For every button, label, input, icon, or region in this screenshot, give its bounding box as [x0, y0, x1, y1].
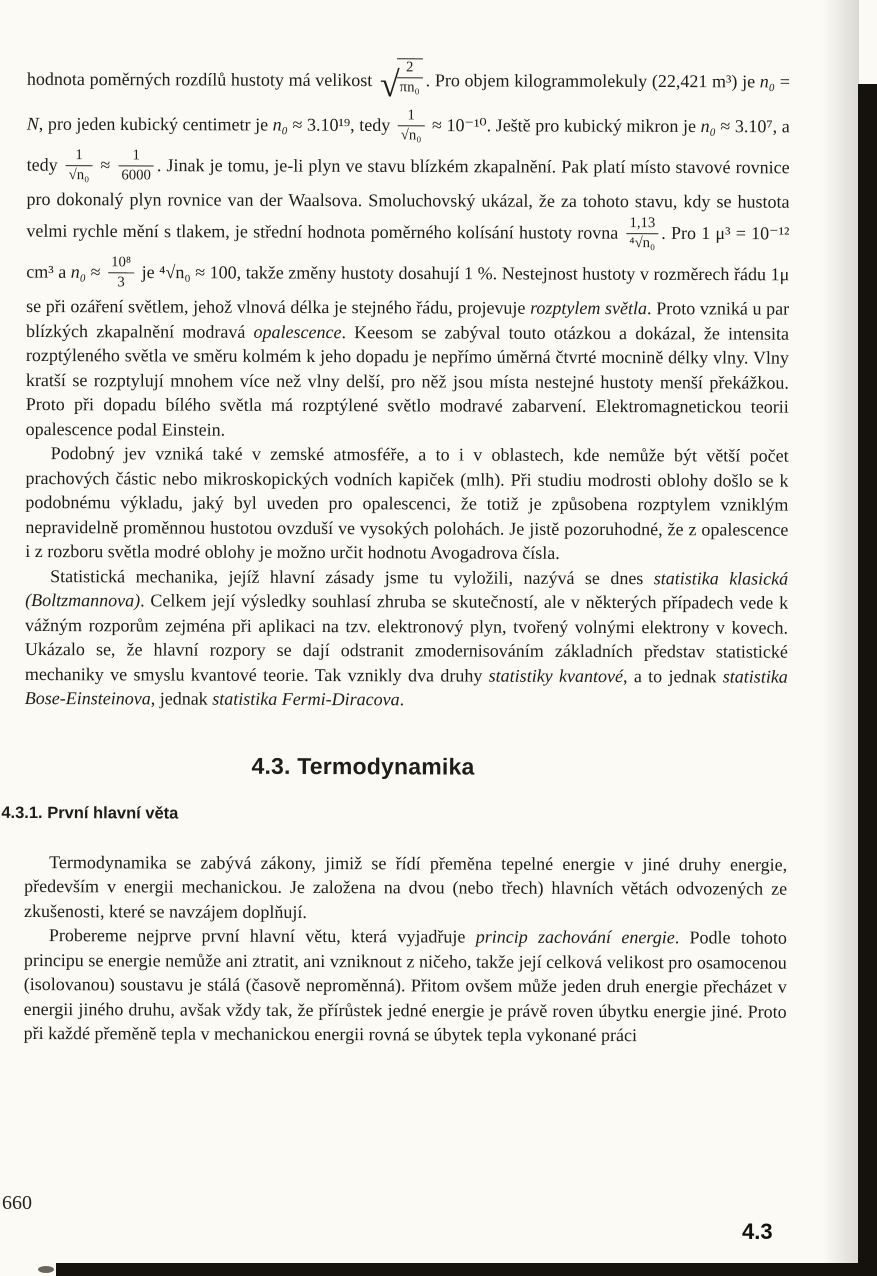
italic-text: statistika klasická (Boltzmannova): [25, 567, 789, 611]
body-text: je ⁴√n₀ ≈ 100, takže změny hustoty dosahují 1 %. Nestejnost hustoty v rozměrech řádu 1μ se při ozáření světlem, jehož vlnová délka je stejného řádu, projevuje: [26, 262, 790, 318]
subsection-heading: 4.3.1. První hlavní věta: [1, 803, 179, 823]
body-text: . Keesom se zabýval touto otázkou a dokázal, že intensita rozptýleného světla ve směru kolmém k jeho dopadu je nepřímo úměrná čtvrté mocnině délky vlny. Vlny kratší se rozptylují mnohem více než vlny delší, pro něž jsou místa nestejné hustoty menší překážkou. Proto při dopadu bílého světla má rozptýlené světlo modravé zabarvení. Elektromagnetickou teorii opalescence podal Einstein.: [25, 321, 790, 440]
page-text-block: [1, 56, 790, 1048]
italic-text: n₀: [70, 261, 87, 282]
paragraph: [25, 441, 788, 566]
italic-text: N: [26, 114, 39, 135]
inline-formula: [108, 254, 134, 292]
italic-text: n₀: [272, 114, 288, 135]
fraction-numerator: 1: [118, 148, 154, 167]
body-text: . Proto vzniká u par blízkých zkapalnění modravá: [26, 298, 790, 342]
radical-sign-icon: √: [379, 64, 400, 105]
scan-smudge: [38, 1266, 54, 1273]
body-text: ≈: [86, 261, 106, 282]
gutter-shadow: [823, 0, 859, 1276]
italic-text: princip zachování energie: [475, 926, 675, 948]
body-text: Statistická mechanika, jejíž hlavní zásady jsme tu vyložili, nazývá se dnes: [50, 565, 654, 588]
body-text: . Celkem její výsledky souhlasí zhruba se skutečností, ale v některých případech vede k vážným rozporům zejména při aplikaci na tzv. elektronový plyn, tvořený volnými elektrony v kovech. Ukázalo se, že hlavní rozpory se dají odstranit zmodernisováním základních představ statistické mechaniky ve smyslu kvantové teorie. Tak vznikly dva druhy: [24, 590, 789, 686]
fraction-numerator: 1: [398, 108, 425, 127]
fraction-denominator: 6000: [121, 167, 151, 184]
italic-text: rozptylem světla: [530, 297, 648, 319]
paragraph: [24, 850, 787, 926]
paragraph: [25, 564, 789, 714]
body-text: ≈: [95, 155, 116, 176]
fraction-numerator: 1,13: [626, 215, 658, 234]
scan-edge-right: [858, 84, 877, 1276]
body-text: . Jinak je tomu, je-li plyn ve stavu blízkém zkapalnění. Pak platí místo stavové rovnice pro dokonalý plyn rovnice van der Waalsova. Smoluchovský ukázal, že za tohoto stavu, kdy se hustota velmi rychle mění s tlakem, je střední hodnota poměrného kolísání hustoty rovna: [26, 155, 790, 243]
scan-edge-bottom: [56, 1263, 877, 1276]
body-text: Termodynamika se zabývá zákony, jimiž se řídí přeměna tepelné energie v jiné druhy energie, především v energii mechanickou. Je založena na dvou (nebo třech) hlavních větách odvozených ze zkušenosti, které se navzájem doplňují.: [23, 851, 788, 922]
inline-formula: [398, 108, 425, 146]
body-text: ≈ 10⁻¹⁰. Ještě pro kubický mikron je: [427, 115, 701, 137]
body-text: , jednak: [150, 688, 213, 709]
fraction-denominator: 3: [117, 273, 125, 290]
fraction-numerator: 1: [66, 148, 93, 167]
fraction-denominator: ⁴√n₀: [629, 234, 656, 251]
italic-text: n₀: [700, 116, 716, 137]
body-text: hodnota poměrných rozdílů hustoty má velikost: [26, 68, 377, 91]
body-text: Podobný jev vzniká také v zemské atmosféře, a to i v oblastech, kde nemůže být větší počet prachových částic nebo mikroskopických vodních kapiček (mlh). Při studiu modrosti oblohy došlo se k podobnému výkladu, jaký byl uveden pro opalescenci, že totiž je způsobena rozptylem vzniklým nepravidelně proměnnou hustotou ovzduší ve vysokých polohách. Je jistě pozoruhodné, že z opalescence i z rozboru světla modré oblohy je možno určit hodnotu Avogadrova čísla.: [25, 443, 789, 563]
body-text: , pro jeden kubický centimetr je: [38, 114, 273, 135]
fraction-numerator: 2: [397, 59, 423, 78]
fraction-numerator: 10⁸: [108, 254, 134, 273]
body-text: Probereme nejprve první hlavní větu, která vyjadřuje: [48, 925, 476, 947]
fraction-denominator: πn₀: [399, 78, 420, 95]
body-text: . Pro objem kilogrammolekuly (22,421 m³) je: [425, 70, 760, 92]
inline-formula: [626, 215, 658, 253]
paragraph: [26, 56, 790, 444]
page-number: 660: [2, 1192, 32, 1214]
body-text: .: [399, 689, 405, 710]
italic-text: statistiky kvantové: [488, 665, 624, 686]
italic-text: statistika Fermi-Diracova: [212, 688, 400, 710]
italic-text: statistika Bose-Einsteinova: [24, 665, 788, 709]
section-heading: 4.3. Termodynamika: [251, 752, 475, 780]
inline-formula: [380, 58, 423, 105]
inline-formula: [66, 148, 93, 186]
italic-text: opalescence: [253, 321, 342, 342]
body-text: . Pro 1 μ³ = 10⁻¹² cm³ a: [26, 222, 790, 282]
section-ref: 4.3: [742, 1219, 773, 1244]
body-text: . Podle tohoto principu se energie nemůže ani ztratit, ani vzniknout z ničeho, takže její celková velikost pro osamocenou (isolovanou) soustavu je stálá (časově neproměnná). Přitom ovšem může jeden druh energie přecházet v energii jiného druhu, avšak vždy tak, že přírůstek jedné energie je právě roven úbytku energie jiné. Proto při každé přeměně tepla v mechanickou energii rovná se úbytek tepla vykonané práci: [23, 927, 787, 1046]
paragraph: [24, 923, 787, 1048]
body-text: ≈ 3.10⁷, a tedy: [26, 116, 790, 176]
inline-formula: [118, 148, 154, 186]
body-text: ≈ 3.10¹⁹, tedy: [287, 114, 395, 136]
body-text: , a to jednak: [622, 665, 723, 686]
italic-text: n₀: [759, 71, 776, 92]
fraction-denominator: √n₀: [68, 167, 90, 184]
fraction-denominator: √n₀: [400, 127, 422, 144]
body-text: =: [775, 71, 790, 92]
